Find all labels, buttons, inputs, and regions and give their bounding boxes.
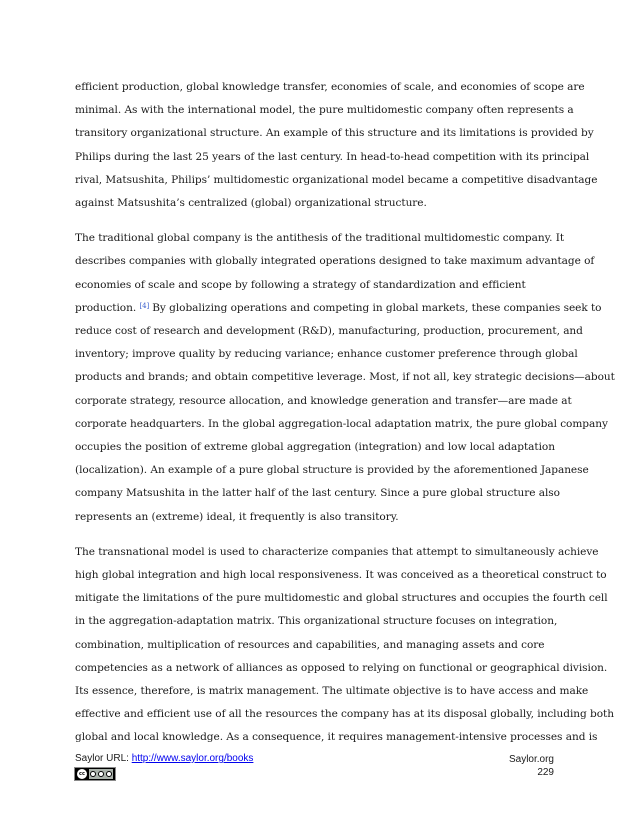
cite-line-prefix: production. [75,301,137,314]
text-line: rival, Matsushita, Philips’ multidomestic organizational model became a competitive disadvantage [75,173,598,186]
text-line: high global integration and high local responsiveness. It was conceived as a theoretical construct to [75,569,607,582]
text-line: Philips during the last 25 years of the last century. In head-to-head competition with its principal [75,150,590,163]
footer-source [75,753,253,764]
text-line: Its essence, therefore, is matrix management. The ultimate objective is to have access and make [75,685,589,698]
text-line: describes companies with globally integrated operations designed to take maximum advantage of [75,255,595,268]
text-line: transitory organizational structure. An example of this structure and its limitations is provided by [75,127,594,140]
page-number: 229 [537,767,554,778]
text-line: inventory; improve quality by reducing variance; enhance customer preference through global [75,348,578,361]
citation-link[interactable]: [4] [139,301,150,310]
body-text [75,76,615,762]
text-line: corporate strategy, resource allocation, and knowledge generation and transfer—are made at [75,394,572,407]
text-line: products and brands; and obtain competitive leverage. Most, if not all, key strategic decisions—about [75,371,615,384]
cite-line-suffix: By globalizing operations and competing in global markets, these companies seek to [152,301,602,314]
paragraph-2 [75,227,615,529]
noncommercial-icon [98,771,104,777]
share-alike-icon [106,771,112,777]
text-line: in the aggregation-adaptation matrix. This organizational structure focuses on integration, [75,615,558,628]
text-line: global and local knowledge. As a consequence, it requires management-intensive processes and is [75,731,598,744]
text-line: represents an (extreme) ideal, it frequently is also transitory. [75,510,399,523]
text-line-with-citation [75,297,602,320]
footer-site-name: Saylor.org [508,754,554,765]
text-line: against Matsushita’s centralized (global) organizational structure. [75,197,427,210]
text-line: minimal. As with the international model, the pure multidomestic company often represents a [75,104,574,117]
text-line: The transnational model is used to characterize companies that attempt to simultaneously achieve [75,545,599,558]
text-line: competencies as a network of alliances as opposed to relying on functional or geographical division. [75,661,608,674]
text-line: reduce cost of research and development (R&D), manufacturing, production, procurement, and [75,325,583,338]
creative-commons-license-icon[interactable] [74,767,116,781]
text-line: effective and efficient use of all the resources the company has at its disposal globally, including both [75,708,614,721]
text-line: corporate headquarters. In the global aggregation-local adaptation matrix, the pure global company [75,417,608,430]
text-line: occupies the position of extreme global aggregation (integration) and low local adaptation [75,441,555,454]
footer-url-link[interactable]: http://www.saylor.org/books [131,753,254,764]
attribution-icon [90,771,96,777]
footer-url-label: Saylor URL: [75,753,129,764]
footer-site-info [509,753,554,779]
text-line: efficient production, global knowledge transfer, economies of scale, and economies of scope are [75,81,585,93]
license-attributes [89,769,113,779]
text-line: The traditional global company is the antithesis of the traditional multidomestic company. It [75,232,565,245]
text-line: combination, multiplication of resources and capabilities, and managing assets and core [75,638,545,651]
text-line: mitigate the limitations of the pure multidomestic and global structures and occupies the fourth cell [75,592,608,605]
text-line: company Matsushita in the latter half of the last century. Since a pure global structure also [75,487,560,500]
paragraph-3 [75,541,614,750]
paragraph-1 [75,76,598,215]
cc-logo-icon: cc [77,769,87,779]
text-line: economies of scale and scope by following a strategy of standardization and efficient [75,278,526,291]
text-line: (localization). An example of a pure global structure is provided by the aforementioned Japanese [75,464,589,477]
